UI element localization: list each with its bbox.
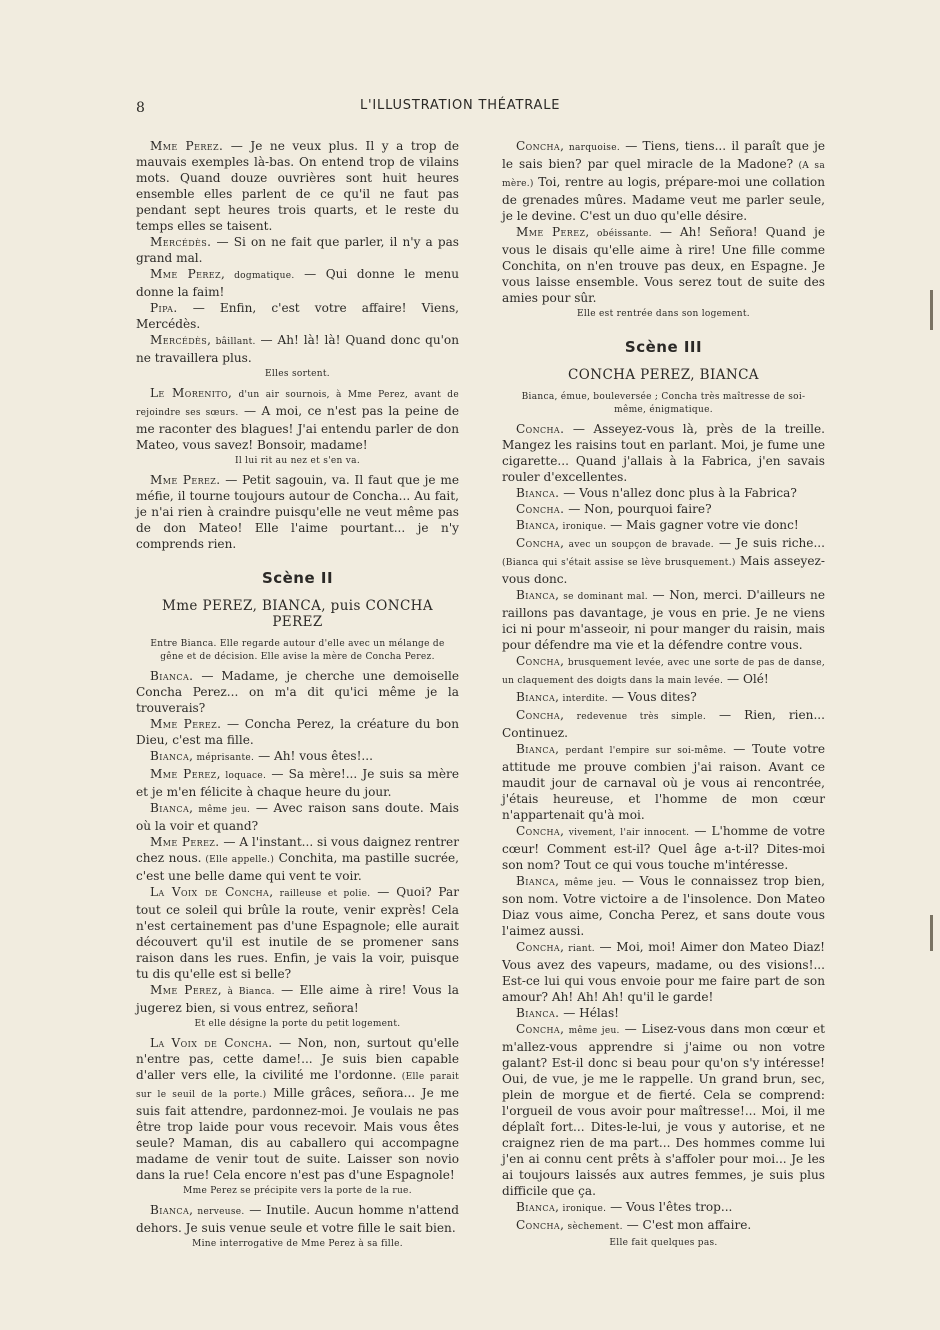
- speaker: Bianca,: [516, 1200, 560, 1214]
- stage-direction: Elle est rentrée dans son logement.: [577, 309, 750, 319]
- speech: — Vous dites?: [607, 690, 697, 704]
- dialogue-line: [136, 748, 459, 766]
- speech: — Vous l'êtes trop...: [606, 1200, 733, 1214]
- speech: — Non, pourquoi faire?: [564, 502, 712, 516]
- speech: — Olé!: [723, 672, 769, 686]
- right-column: [502, 138, 825, 1254]
- stage-direction: Elle fait quelques pas.: [609, 1238, 718, 1248]
- speaker: Bianca,: [516, 518, 560, 532]
- speaker: Pipa.: [150, 301, 178, 315]
- speech: Conchita, ma pastille sucrée, c'est une belle dame qui vent te voir.: [136, 851, 459, 883]
- dialogue-line: [136, 332, 459, 366]
- speech: — Ah! vous êtes!...: [254, 749, 373, 763]
- dialogue-line: [136, 668, 459, 716]
- speech: — Si on ne fait que parler, il n'y a pas grand mal.: [136, 235, 459, 265]
- dialogue-line: [502, 653, 825, 689]
- dialogue-line: [136, 300, 459, 332]
- speech: — Ah! Señora! Quand je vous le disais qu'elle aime à rire! Une fille comme Conchita, on n'en trouve pas deux, en Espagne. Je vous laisse ensemble. Vous serez tout de suite des amies pour sûr.: [502, 225, 825, 305]
- direction: (Elle parait sur le seuil de la porte.): [136, 1072, 459, 1100]
- left-column: [136, 138, 459, 1255]
- speaker: Bianca,: [150, 801, 194, 815]
- dialogue-line: [502, 1021, 825, 1199]
- speech: — Rien, rien... Continuez.: [502, 708, 825, 740]
- speech: — Enfin, c'est votre affaire! Viens, Mercédès.: [136, 301, 459, 331]
- speaker: Concha,: [516, 940, 565, 954]
- speaker: Concha,: [516, 824, 565, 838]
- speaker: Bianca,: [516, 690, 560, 704]
- speech: — Madame, je cherche une demoiselle Concha Perez... on m'a dit qu'ici même je la trouverais?: [136, 669, 459, 715]
- dialogue-line: [502, 501, 825, 517]
- speech: — A moi, ce n'est pas la peine de me raconter des blagues! J'ai entendu parler de don Mateo, vous savez! Bonsoir, madame!: [136, 404, 459, 452]
- speech: — Asseyez-vous là, près de la treille. Mangez les raisins tout en parlant. Moi, je fume une cigarette... Quand j'allais à la Fabrica, j'en savais rouler d'excellentes.: [502, 422, 825, 484]
- scene-cast: Mme PEREZ, BIANCA, puis CONCHA PEREZ: [162, 598, 433, 630]
- direction: (Elle appelle.): [201, 855, 275, 865]
- speaker: Mme Perez.: [150, 717, 222, 731]
- speaker: Concha,: [516, 654, 565, 668]
- speech: — A l'instant... si vous daignez rentrer chez nous.: [136, 835, 459, 865]
- speech: — Lisez-vous dans mon cœur et m'allez-vous apprendre si j'aime ou non votre galant? Est-il donc si beau pour qu'on s'y intéresse! Oui, de vue, je me le rappelle. Un grand brun, sec, plein de morgue et de fierté. Cela se comprend: l'orgueil de vous avoir pour maîtresse!... Moi, il me déplaît fort... Dites-le-lui, je vous y autorise, et ne craignez rien de ma part... Des hommes comme lui j'en ai connu cent prêts à s'affoler pour moi... Je les ai toujours laissés aux autres femmes, je suis plus difficile que ça.: [502, 1022, 826, 1198]
- direction: riant.: [564, 944, 595, 954]
- dialogue-line: [136, 234, 459, 266]
- speaker: Mme Perez,: [150, 267, 226, 281]
- direction: méprisante.: [193, 753, 255, 763]
- direction: (A sa mère.): [502, 161, 825, 189]
- speech: — Non, merci. D'ailleurs ne raillons pas davantage, je vous en prie. Je ne viens ici ni pour m'asseoir, ni pour manger du raisin, mais pour défendre ma vie et la défendre contre vous.: [502, 588, 826, 652]
- dialogue-line: [502, 485, 825, 501]
- direction: sèchement.: [564, 1222, 623, 1232]
- dialogue-line: [136, 472, 459, 552]
- scene-cast: CONCHA PEREZ, BIANCA: [568, 367, 759, 383]
- running-header: L'ILLUSTRATION THÉATRALE: [360, 98, 561, 113]
- direction: loquace.: [220, 771, 267, 781]
- speech: Toi, rentre au logis, prépare-moi une collation de grenades mûres. Madame veut me parler seule, je le devine. C'est un duo qu'elle désire.: [502, 175, 825, 223]
- dialogue-line: [502, 1005, 825, 1021]
- dialogue-line: [502, 138, 825, 224]
- stage-direction: Mine interrogative de Mme Perez à sa fille.: [192, 1239, 403, 1249]
- dialogue-line: [136, 884, 459, 982]
- dialogue-line: [502, 939, 825, 1005]
- stage-direction: Et elle désigne la porte du petit logement.: [194, 1019, 401, 1029]
- speaker: Concha,: [516, 708, 565, 722]
- speaker: Mme Perez,: [150, 767, 221, 781]
- stage-direction: Elles sortent.: [265, 369, 330, 379]
- dialogue-line: [502, 707, 825, 741]
- speaker: Bianca,: [516, 742, 560, 756]
- direction: ironique.: [559, 522, 607, 532]
- speech: — Sa mère!... Je suis sa mère et je m'en félicite à chaque heure du jour.: [136, 767, 459, 799]
- dialogue-line: [136, 266, 459, 300]
- direction: vivement, l'air innocent.: [564, 828, 690, 838]
- speaker: La Voix de Concha,: [150, 885, 274, 899]
- speech: — L'homme de votre cœur! Comment est-il? Quel âge a-t-il? Dites-moi son nom? Tout ce qui vous touche m'intéresse.: [502, 824, 825, 872]
- dialogue-line: [502, 823, 825, 873]
- dialogue-line: [502, 517, 825, 535]
- dialogue-line: [136, 1035, 459, 1183]
- speech: — C'est mon affaire.: [622, 1218, 752, 1232]
- speaker: Mercédès,: [150, 333, 212, 347]
- speaker: Mme Perez.: [150, 473, 221, 487]
- direction: nerveuse.: [193, 1207, 245, 1217]
- speaker: Concha.: [516, 422, 565, 436]
- dialogue-line: [136, 766, 459, 800]
- dialogue-line: [502, 535, 825, 587]
- speaker: Mercédès.: [150, 235, 212, 249]
- direction: à Bianca.: [221, 987, 275, 997]
- dialogue-line: [502, 587, 825, 653]
- dialogue-line: [136, 385, 459, 453]
- speaker: Mme Perez.: [150, 139, 224, 153]
- dialogue-line: [502, 1199, 825, 1217]
- stage-direction: Bianca, émue, bouleversée ; Concha très maîtresse de soi-même, énigmatique.: [521, 392, 806, 415]
- dialogue-line: [502, 421, 825, 485]
- speech: — Quoi? Par tout ce soleil qui brûle la route, venir exprès! Cela n'est certainement pas d'une Espagnole; elle aurait découvert qu'il est inutile de se promener sans raison dans les rues. Enfin, je vais la voir, puisque tu dis qu'elle est si belle?: [136, 885, 459, 981]
- dialogue-line: [136, 834, 459, 884]
- speaker: Bianca.: [150, 669, 194, 683]
- dialogue-line: [502, 689, 825, 707]
- stage-direction: Entre Bianca. Elle regarde autour d'elle avec un mélange de gêne et de décision. Elle avise la mère de Concha Perez.: [150, 639, 445, 662]
- speech: — Mais gagner votre vie donc!: [606, 518, 799, 532]
- dialogue-line: [502, 224, 825, 306]
- speech: — Toute votre attitude me prouve combien j'ai raison. Avant ce maudit jour de carnaval où je vous ai rencontrée, j'étais heureuse, et l'homme de mon cœur n'appartenait qu'à moi.: [502, 742, 825, 822]
- direction: dogmatique.: [225, 271, 295, 281]
- speech: — Hélas!: [559, 1006, 620, 1020]
- speech: — Avec raison sans doute. Mais où la voir et quand?: [136, 801, 459, 833]
- scene-title: Scène III: [624, 338, 703, 356]
- dialogue-line: [502, 1217, 825, 1235]
- speaker: Bianca,: [516, 588, 560, 602]
- speech: — Petit sagouin, va. Il faut que je me méfie, il tourne toujours autour de Concha... Au fait, je n'ai rien à craindre puisqu'elle ne veut même pas de don Mateo! Elle l'aime pourtant... je n'y comprends rien.: [136, 473, 459, 551]
- direction: interdite.: [559, 694, 608, 704]
- speaker: Bianca,: [150, 1203, 194, 1217]
- dialogue-line: [136, 138, 459, 234]
- direction: (Bianca qui s'était assise se lève brusquement.): [502, 558, 736, 568]
- direction: même jeu.: [559, 878, 617, 888]
- direction: se dominant mal.: [559, 592, 648, 602]
- speech: — Non, non, surtout qu'elle n'entre pas, cette dame!... Je suis bien capable d'aller vers elle, la civilité me l'ordonne.: [136, 1036, 459, 1082]
- speech: Mille grâces, señora... Je me suis fait attendre, pardonnez-moi. Je voulais ne pas être trop laide pour vous recevoir. Mais vous êtes seule? Maman, dis au caballero qui accompagne madame de venir tout de suite. Laisser son novio dans la rue! Cela encore n'est pas d'une Espagnole!: [136, 1086, 460, 1182]
- speech: — Ah! là! là! Quand donc qu'on ne travaillera plus.: [136, 333, 459, 365]
- direction: perdant l'empire sur soi-même.: [559, 746, 727, 756]
- dialogue-line: [136, 1202, 459, 1236]
- direction: même jeu.: [564, 1026, 620, 1036]
- dialogue-line: [136, 800, 459, 834]
- speaker: Concha.: [516, 502, 565, 516]
- speech: — Vous n'allez donc plus à la Fabrica?: [559, 486, 797, 500]
- dialogue-line: [136, 982, 459, 1016]
- speech: — Moi, moi! Aimer don Mateo Diaz! Vous avez des vapeurs, madame, ou des visions!... Est-ce lui qui vous envoie pour me faire part de son amour? Ah! Ah! Ah! qu'il le garde!: [502, 940, 826, 1004]
- direction: narquoise.: [564, 143, 621, 153]
- page-edge-mark: [930, 915, 933, 951]
- speaker: Bianca,: [150, 749, 194, 763]
- speaker: Mme Perez,: [516, 225, 590, 239]
- speaker: Concha,: [516, 1022, 565, 1036]
- dialogue-line: [136, 716, 459, 748]
- direction: d'un air sournois, à Mme Perez, avant de rejoindre ses sœurs.: [136, 390, 459, 418]
- page-number: 8: [136, 100, 145, 116]
- direction: bâillant.: [211, 337, 256, 347]
- speaker: Bianca.: [516, 486, 560, 500]
- stage-direction: Mme Perez se précipite vers la porte de la rue.: [183, 1186, 412, 1196]
- speech: — Inutile. Aucun homme n'attend dehors. Je suis venue seule et votre fille le sait bien.: [136, 1203, 459, 1235]
- speech: — Qui donne le menu donne la faim!: [136, 267, 459, 299]
- speaker: Concha,: [516, 139, 565, 153]
- speech: — Tiens, tiens... il paraît que je le sais bien? par quel miracle de la Madone?: [502, 139, 825, 171]
- stage-direction: Il lui rit au nez et s'en va.: [234, 456, 360, 466]
- speech: — Je ne veux plus. Il y a trop de mauvais exemples là-bas. On entend trop de vilains mots. Quand douze ouvrières sont huit heures ensemble elles parlent de ce qu'il ne faut pas pendant sept heures trois quarts, et le reste du temps elles se taisent.: [136, 139, 459, 233]
- speaker: Bianca.: [516, 1006, 560, 1020]
- speaker: Concha,: [516, 1218, 565, 1232]
- speaker: Le Morenito,: [150, 386, 233, 400]
- direction: brusquement levée, avec une sorte de pas de danse, un claquement des doigts dans la main levée.: [502, 658, 825, 686]
- page-edge-mark: [930, 290, 933, 330]
- speech: — Elle aime à rire! Vous la jugerez bien, si vous entrez, señora!: [136, 983, 459, 1015]
- speaker: Mme Perez.: [150, 835, 220, 849]
- direction: même jeu.: [193, 805, 251, 815]
- direction: ironique.: [559, 1204, 607, 1214]
- speech: — Je suis riche...: [713, 536, 825, 550]
- speaker: Bianca,: [516, 874, 560, 888]
- speech: — Vous le connaissez trop bien, son nom. Votre victoire a de l'insolence. Don Mateo Diaz vous aime, Concha Perez, et sans doute vous l'aimez aussi.: [502, 874, 825, 938]
- direction: obéissante.: [589, 229, 652, 239]
- speech: — Concha Perez, la créature du bon Dieu, c'est ma fille.: [136, 717, 459, 747]
- direction: avec un soupçon de bravade.: [564, 540, 714, 550]
- speaker: La Voix de Concha.: [150, 1036, 273, 1050]
- dialogue-line: [502, 741, 825, 823]
- direction: redevenue très simple.: [564, 712, 707, 722]
- scene-title: Scène II: [261, 569, 334, 587]
- speaker: Concha,: [516, 536, 565, 550]
- speaker: Mme Perez,: [150, 983, 222, 997]
- dialogue-line: [502, 873, 825, 939]
- direction: railleuse et polie.: [273, 889, 371, 899]
- speech: Mais asseyez-vous donc.: [502, 554, 825, 586]
